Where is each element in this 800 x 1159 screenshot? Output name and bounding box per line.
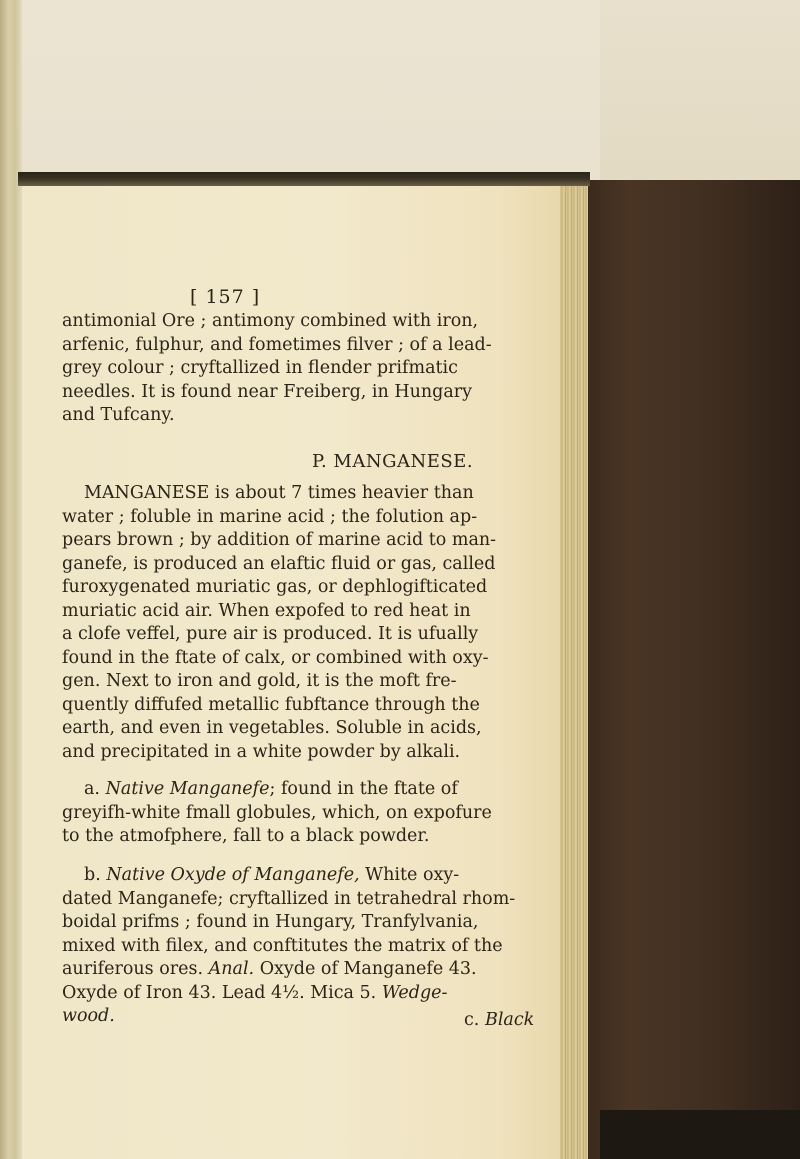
text-fragment: auriferous ores. xyxy=(62,959,204,979)
text-line xyxy=(62,958,552,982)
text-line: found in the ftate of calx, or combined with oxy- xyxy=(62,647,489,668)
top-binding-rule xyxy=(18,172,590,186)
paragraph-manganese xyxy=(62,482,552,764)
item-label: b. xyxy=(84,865,101,885)
text-line: boidal prifms ; found in Hungary, Tranfylvania, xyxy=(62,912,479,932)
book-bottom-shadow xyxy=(600,1110,800,1159)
paragraph-native-oxyde xyxy=(62,864,552,1029)
text-line: greyifh-white fmall globules, which, on expofure xyxy=(62,802,492,823)
text-line: ganefe, is produced an elaftic fluid or gas, called xyxy=(62,553,496,574)
text-line: grey colour ; cryftallized in flender prifmatic xyxy=(62,358,458,378)
text-line: pears brown ; by addition of marine acid to man- xyxy=(62,530,497,550)
text-line: MANGANESE is about 7 times heavier than xyxy=(84,483,474,503)
item-title: Native Oxyde of Manganefe, xyxy=(106,865,360,885)
text-line: earth, and even in vegetables. Soluble in acids, xyxy=(62,718,482,738)
page-number: [ 157 ] xyxy=(190,286,261,308)
catchword xyxy=(464,1010,534,1030)
catchword-label: c. xyxy=(464,1010,480,1030)
text-line: furoxygenated muriatic gas, or dephlogifticated xyxy=(62,577,488,597)
text-line: gen. Next to iron and gold, it is the moft fre- xyxy=(62,671,457,691)
text-line: muriatic acid air. When expofed to red heat in xyxy=(62,600,471,621)
page-edges xyxy=(560,184,588,1159)
item-label: a. xyxy=(84,779,100,799)
analysis-text: Oxyde of Manganefe 43. xyxy=(254,959,477,979)
catchword-text: Black xyxy=(484,1010,535,1030)
text-line: and Tufcany. xyxy=(62,405,175,425)
book-shadow-right xyxy=(586,180,800,1159)
author-name: Wedge- xyxy=(381,982,448,1003)
author-name-cont: wood. xyxy=(62,1006,115,1026)
text-line: arfenic, fulphur, and fometimes filver ; of a lead- xyxy=(62,334,492,355)
item-text: ; found in the ftate of xyxy=(269,779,458,799)
text-line: needles. It is found near Freiberg, in Hungary xyxy=(62,381,473,402)
text-line xyxy=(62,864,552,888)
section-heading: P. MANGANESE. xyxy=(312,451,474,472)
text-line: dated Manganefe; cryftallized in tetrahedral rhom- xyxy=(62,888,516,909)
paragraph-native-manganese xyxy=(62,778,552,849)
backdrop-top-right xyxy=(600,0,800,180)
text-line xyxy=(62,982,552,1006)
item-title: Native Manganefe xyxy=(105,779,270,799)
text-line: to the atmofphere, fall to a black powder. xyxy=(62,826,430,846)
text-line: mixed with filex, and conftitutes the matrix of the xyxy=(62,935,503,956)
text-line: a clofe veffel, pure air is produced. It is ufually xyxy=(62,624,479,644)
paragraph-antimonial xyxy=(62,310,552,428)
analysis-label: Anal. xyxy=(208,959,255,979)
text-line xyxy=(62,778,552,802)
text-line: and precipitated in a white powder by alkali. xyxy=(62,741,461,762)
analysis-values: Oxyde of Iron 43. Lead 4½. Mica 5. xyxy=(62,982,377,1003)
text-line: antimonial Ore ; antimony combined with iron, xyxy=(62,311,479,331)
item-text: White oxy- xyxy=(359,865,460,885)
text-line: quently diffufed metallic fubftance through the xyxy=(62,694,480,715)
text-line: water ; foluble in marine acid ; the folution ap- xyxy=(62,506,478,527)
